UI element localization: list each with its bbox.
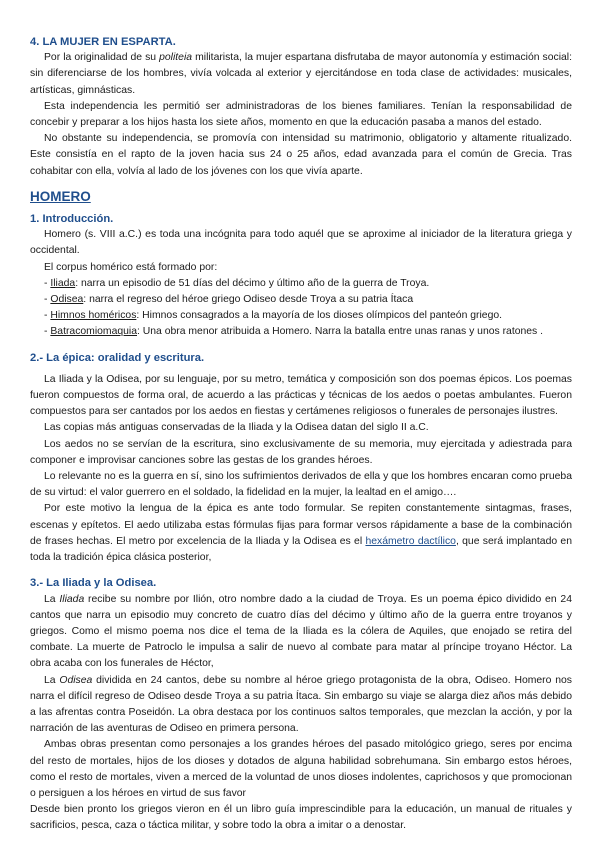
underlined-term: Himnos homéricos [50,310,137,322]
italic-term: Odisea [59,674,93,686]
paragraph [30,501,572,566]
paragraph: El corpus homérico está formado por: [44,261,218,273]
list-item [30,276,572,292]
document-page [30,34,572,835]
paragraph: Homero (s. VIII a.C.) es toda una incógnita para todo aquél que se aproxime al iniciador de la literatura griega y occidental. [30,229,572,257]
spacer [30,341,572,350]
text-run: Por la originalidad de su [44,52,160,64]
text-run: La [44,674,60,686]
list-item [30,292,572,308]
paragraph [30,592,572,673]
paragraph: Desde bien pronto los griegos vieron en él un libro guía imprescindible para la educación, un manual de rituales y sacrificios, pesca, caza o táctica militar, y sobre todo la obra a imitar o a denostar. [30,804,572,832]
italic-term: Iliada [59,593,85,605]
text-run: Por este motivo la lengua de la épica es ante todo formular. Se repiten constantemente sintagmas, frases, escenas y epítetos. El aedo utilizaba estas fórmulas fijas para formar versos rápidamente a base de la combinación de frases hechas. El metro por excelencia de la Iliada y la Odisea es el [30,503,572,547]
text-run: - [44,294,51,306]
subsection-title-epica: 2.- La épica: oralidad y escritura. [30,351,205,364]
paragraph: Lo relevante no es la guerra en sí, sino los sufrimientos derivados de ella y que los hombres encaran como prueba de su virtud: el valor guerrero en el soldado, la fidelidad en la mujer, la lealtad en el amigo…. [30,471,572,499]
underlined-term: Iliada [50,277,76,289]
paragraph: Las copias más antiguas conservadas de la Iliada y la Odisea datan del siglo II a.C. [44,422,429,434]
section-title-homero: HOMERO [30,188,91,204]
hexametro-link[interactable]: hexámetro dactílico [365,535,456,547]
paragraph: Los aedos no se servían de la escritura, sino exclusivamente de su memoria, muy ejercitada y adiestrada para componer e improvisar canciones sobre las gestas de los grandes héroes. [30,438,572,466]
paragraph [30,673,572,738]
text-run: : Una obra menor atribuida a Homero. Narra la batalla entre unas ranas y unos ratones . [137,326,544,338]
subsection-title-introduccion: 1. Introducción. [30,213,114,226]
spacer [30,566,572,575]
list-item [30,308,572,324]
text-run: - [44,310,51,322]
paragraph: Ambas obras presentan como personajes a los grandes héroes del pasado mitológico griego, seres por encima del resto de mortales, hijos de los dioses y dotados de alguna habilidad sobrehumana. Sin embargo estos héroes, como el resto de mortales, viven a merced de la voluntad de unos dioses indolentes, caprichosos y que promocionan o persiguen a los héroes en virtud de sus favor [30,739,572,799]
text-run: : Himnos consagrados a la mayoría de los dioses olímpicos del panteón griego. [136,310,503,322]
subsection-title-iliada-odisea: 3.- La Iliada y la Odisea. [30,577,157,590]
paragraph: Esta independencia les permitió ser administradoras de los bienes familiares. Tenían la responsabilidad de concebir y preparar a los hijos hasta los siete años, momento en que la educación pasaba a manos del estado. [30,100,572,129]
list-item [30,324,572,340]
paragraph [30,50,572,99]
underlined-term: Batracomiomaquia [50,326,137,338]
text-run: - [44,326,51,338]
text-run: dividida en 24 cantos, debe su nombre al héroe griego protagonista de la obra, Odiseo. Homero nos narra el difícil regreso de Odiseo desde Troya a su patria Ítaca. Sin embargo su viaje se alarga diez años más debido a las afrentas contra Poseidón. La obra destaca por los continuos saltos temporales, que mezclan la acción, y por la narración de las aventuras de Odiseo en primera persona. [30,674,572,735]
text-run: , que será implantado en toda la tradición épica clásica posterior, [30,535,572,564]
spacer [30,180,572,189]
italic-term: politeia [159,52,193,64]
text-run: : narra un episodio de 51 días del décimo y último año de la guerra de Troya. [75,277,430,289]
text-run: La [44,593,60,605]
paragraph: No obstante su independencia, se promovía con intensidad su matrimonio, obligatorio y altamente ritualizado. Este consistía en el rapto de la joven hacia sus 24 o 25 años, edad avanzada para el común de Grecia. Tras cohabitar con ella, volvía al lado de los jóvenes con los que vivía aparte. [30,133,572,177]
section-title-esparta: 4. LA MUJER EN ESPARTA. [30,36,176,48]
text-run: recibe su nombre por Ilión, otro nombre dado a la ciudad de Troya. Es un poema épico dividido en 24 cantos que narra un episodio muy concreto de cuatro días del décimo y último año de la guerra entre troyanos y griegos. Como el mismo poema nos dice el tema de la Iliada es la cólera de Aquiles, que enojado se retira del combate. La muerte de Patroclo le impulsa a salir de nuevo al combate para matar al príncipe troyano Héctor. La obra acaba con los funerales de Héctor, [30,593,572,670]
paragraph: La Iliada y la Odisea, por su lenguaje, por su metro, temática y composición son dos poemas épicos. Los poemas fueron compuestos de forma oral, de acuerdo a las prácticas y técnicas de los aedos o poetas ambulantes. Fueron compuestos para ser cantados por los aedos en fiestas y certámenes religiosos o funerales de personajes ilustres. [30,373,572,418]
text-run: - [44,277,51,289]
text-run: : narra el regreso del héroe griego Odiseo desde Troya a su patria Ítaca [83,294,414,306]
underlined-term: Odisea [50,294,84,306]
text-run: militarista, la mujer espartana disfrutaba de mayor autonomía y estimación social: sin diferenciarse de los hombres, vivía volcada al exterior y ejercitándose en toda clase de actividades: musicales, artísticas, gimnásticas. [30,52,572,96]
